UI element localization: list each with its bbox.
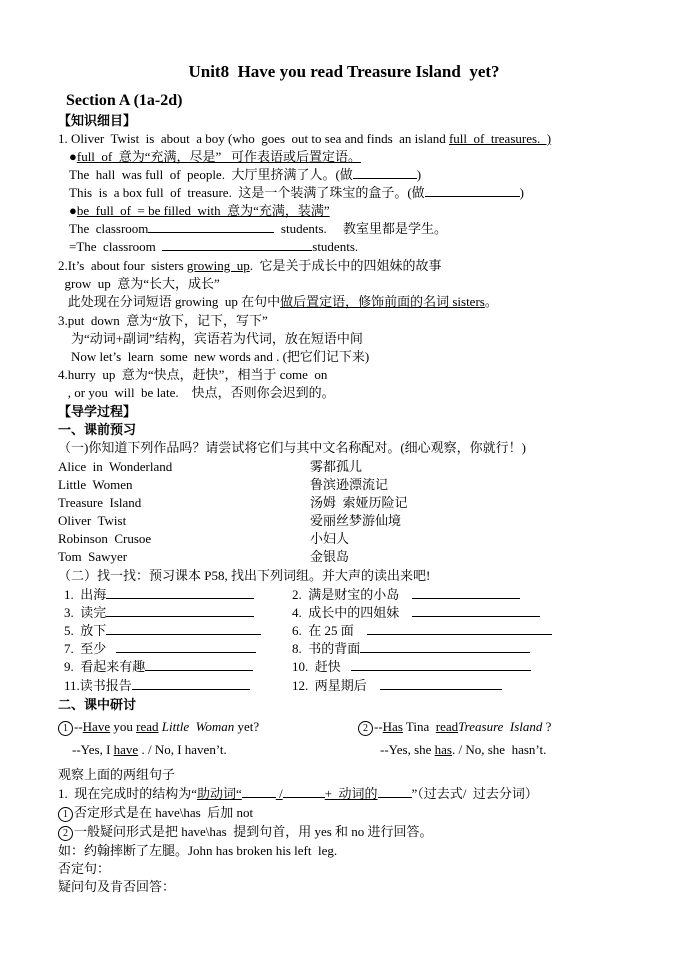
point-1-example-1: The hall was full of people. 大厅里挤满了人。(做 ): [69, 167, 422, 182]
negative-sentence-label: 否定句：: [58, 861, 111, 876]
point-3-structure: 为“动词+副词”结构，宾语若为代词，放在短语中间: [58, 331, 363, 346]
circle-number-1: 1: [58, 721, 73, 736]
example-answer-1: --Yes, I have . / No, I haven’t.: [72, 742, 227, 757]
inclass-header: 二、课中研讨: [58, 697, 137, 712]
book-english-1: Alice in Wonderland: [58, 459, 173, 474]
book-english-5: Robinson Crusoe: [58, 531, 152, 546]
book-chinese-1: 雾都孤儿: [310, 459, 363, 474]
phrase-10: 10. 赶快: [292, 658, 531, 675]
book-english-2: Little Women: [58, 477, 133, 492]
book-chinese-3: 汤姆 索娅历险记: [310, 495, 408, 510]
circle-number-2: 2: [358, 721, 373, 736]
point-1-example-4: =The classroom students.: [69, 239, 359, 254]
matching-instruction: （一)你知道下列作品吗？请尝试将它们与其中文名称配对。(细心观察，你就行！): [58, 440, 526, 455]
point-1-bullet-2: ●be full of = be filled with 意为“充满，装满”: [69, 203, 330, 218]
point-1-bullet-1: ●full of 意为“充满，尽是” 可作表语或后置定语。: [69, 149, 362, 164]
section-heading: Section A (1a-2d): [66, 92, 183, 109]
example-answer-2: --Yes, she has. / No, she hasn’t.: [380, 742, 547, 757]
example-question-2: 2 --Has Tina readTreasure Island ?: [358, 718, 551, 736]
book-chinese-6: 金银岛: [310, 549, 350, 564]
point-2-note: 此处现在分词短语 growing up 在句中做后置定语，修饰前面的名词 sisters。: [58, 294, 498, 309]
example-sentence: 如：约翰摔断了左腿。John has broken his left leg.: [58, 843, 338, 858]
knowledge-header: 【知识细目】: [58, 113, 137, 128]
rule-1: 1. 现在完成时的结构为“助动词“ / + 动词的 ”（过去式/ 过去分词）: [58, 786, 538, 801]
phrase-4: 4. 成长中的四姐妹: [292, 604, 540, 621]
rule-negative: 1 否定形式是在 have\has 后加 not: [58, 804, 253, 822]
book-english-3: Treasure Island: [58, 495, 142, 510]
circle-number-2b: 2: [58, 826, 73, 841]
observe-instruction: 观察上面的两组句子: [58, 767, 176, 782]
phrase-5: 5. 放下: [64, 622, 261, 639]
point-4-example: , or you will be late. 快点，否则你会迟到的。: [58, 385, 335, 400]
guide-header: 【导学过程】: [58, 404, 137, 419]
phrase-8: 8. 书的背面: [292, 640, 530, 657]
phrase-3: 3. 读完: [64, 604, 254, 621]
point-4: 4.hurry up 意为“快点，赶快”，相当于 come on: [58, 367, 328, 382]
book-chinese-5: 小妇人: [310, 531, 350, 546]
phrase-1: 1. 出海: [64, 586, 254, 603]
page-title: Unit8 Have you read Treasure Island yet?: [188, 62, 500, 81]
point-3: 3.put down 意为“放下，记下，写下”: [58, 313, 268, 328]
preview-header: 一、课前预习: [58, 422, 137, 437]
point-1-example-2: This is a box full of treasure. 这是一个装满了珠宝的盒子。(做 ): [69, 185, 524, 200]
book-chinese-2: 鲁滨逊漂流记: [310, 477, 389, 492]
point-1-example-3: The classroom students. 教室里都是学生。: [69, 221, 448, 236]
point-1: 1. Oliver Twist is about a boy (who goes out to sea and finds an island full of treasures. ): [58, 131, 552, 146]
rule-question: 2 一般疑问形式是把 have\has 提到句首，用 yes 和 no 进行回答。: [58, 823, 433, 841]
point-2-meaning: grow up 意为“长大，成长”: [58, 276, 220, 291]
circle-number-1b: 1: [58, 807, 73, 822]
book-chinese-4: 爱丽丝梦游仙境: [310, 513, 402, 528]
point-3-example: Now let’s learn some new words and . (把它们记下来): [58, 349, 370, 364]
example-question-1: 1 --Have you read Little Woman yet?: [58, 718, 259, 736]
phrase-2: 2. 满是财宝的小岛: [292, 586, 520, 603]
phrase-6: 6. 在 25 面: [292, 622, 552, 639]
phrase-7: 7. 至少: [64, 640, 256, 657]
point-2: 2.It’s about four sisters growing up. 它是关于成长中的四姐妹的故事: [58, 258, 442, 273]
book-english-4: Oliver Twist: [58, 513, 127, 528]
phrase-9: 9. 看起来有趣: [64, 658, 253, 675]
question-sentence-label: 疑问句及肯否回答：: [58, 879, 176, 894]
phrase-instruction: （二）找一找：预习课本 P58, 找出下列词组。并大声的读出来吧!: [58, 568, 431, 583]
phrase-11: 11.读书报告: [64, 677, 250, 694]
book-english-6: Tom Sawyer: [58, 549, 128, 564]
phrase-12: 12. 两星期后: [292, 677, 502, 694]
